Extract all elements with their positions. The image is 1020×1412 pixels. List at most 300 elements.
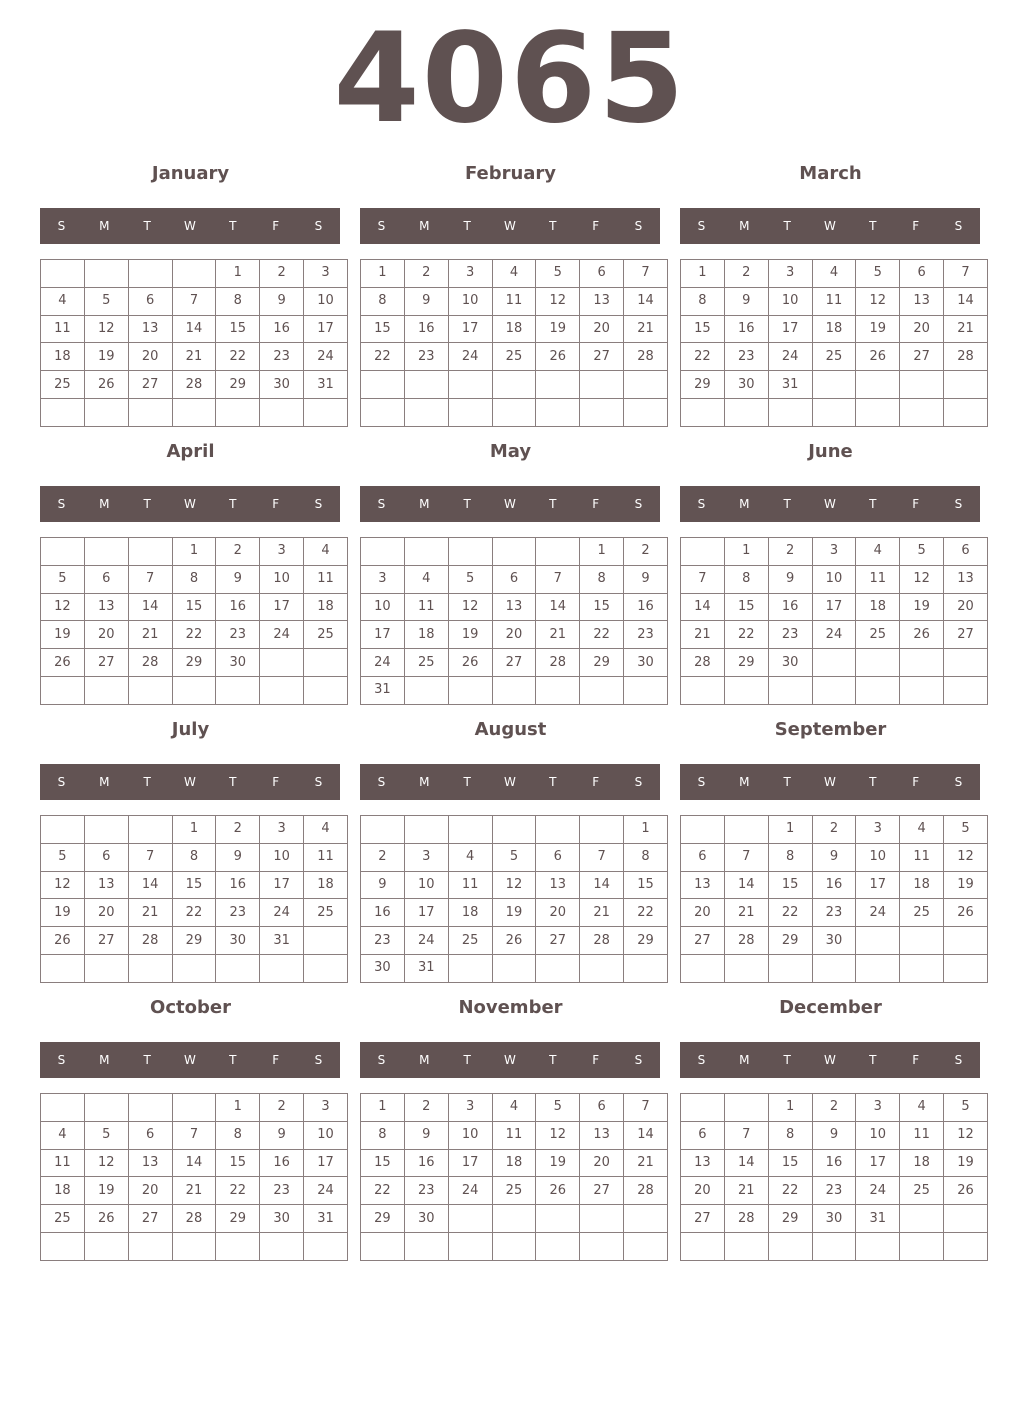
day-cell: 13 bbox=[681, 1149, 725, 1177]
empty-cell bbox=[681, 538, 725, 566]
day-cell: 26 bbox=[536, 343, 580, 371]
week-row bbox=[361, 1094, 668, 1122]
empty-cell bbox=[580, 398, 624, 426]
empty-cell bbox=[768, 676, 812, 704]
day-cell: 27 bbox=[536, 927, 580, 955]
week-row bbox=[361, 954, 668, 982]
day-cell: 2 bbox=[404, 1094, 448, 1122]
week-row bbox=[41, 649, 348, 677]
empty-cell bbox=[944, 676, 988, 704]
day-cell: 4 bbox=[304, 538, 348, 566]
day-cell: 29 bbox=[172, 927, 216, 955]
empty-cell bbox=[812, 649, 856, 677]
day-cell: 2 bbox=[404, 260, 448, 288]
weekday-label: F bbox=[272, 1053, 280, 1067]
empty-cell bbox=[84, 1094, 128, 1122]
day-cell: 16 bbox=[216, 593, 260, 621]
empty-cell bbox=[812, 676, 856, 704]
weekday-label: S bbox=[697, 497, 706, 511]
day-cell: 31 bbox=[260, 927, 304, 955]
empty-cell bbox=[812, 954, 856, 982]
empty-cell bbox=[260, 1232, 304, 1260]
weekday-header bbox=[40, 486, 340, 522]
day-cell: 11 bbox=[812, 287, 856, 315]
weekday-label: W bbox=[504, 219, 516, 233]
day-cell: 22 bbox=[172, 899, 216, 927]
empty-cell bbox=[900, 676, 944, 704]
week-row bbox=[41, 1205, 348, 1233]
week-row bbox=[681, 1149, 988, 1177]
empty-cell bbox=[580, 1232, 624, 1260]
day-cell: 7 bbox=[128, 843, 172, 871]
day-cell: 11 bbox=[41, 315, 85, 343]
day-cell: 4 bbox=[492, 1094, 536, 1122]
weekday-label: S bbox=[57, 219, 66, 233]
week-row bbox=[361, 538, 668, 566]
day-cell: 9 bbox=[404, 1121, 448, 1149]
day-cell: 13 bbox=[681, 871, 725, 899]
day-cell: 8 bbox=[172, 565, 216, 593]
day-cell: 28 bbox=[172, 1205, 216, 1233]
empty-cell bbox=[724, 676, 768, 704]
empty-cell bbox=[492, 1205, 536, 1233]
day-cell: 11 bbox=[492, 287, 536, 315]
empty-cell bbox=[128, 1232, 172, 1260]
day-cell: 20 bbox=[536, 899, 580, 927]
day-cell: 21 bbox=[172, 1177, 216, 1205]
empty-cell bbox=[900, 649, 944, 677]
day-cell: 27 bbox=[580, 1177, 624, 1205]
empty-cell bbox=[536, 1205, 580, 1233]
day-cell: 1 bbox=[216, 260, 260, 288]
empty-cell bbox=[536, 1232, 580, 1260]
day-cell: 16 bbox=[361, 899, 405, 927]
day-cell: 26 bbox=[536, 1177, 580, 1205]
empty-cell bbox=[404, 1232, 448, 1260]
day-cell: 10 bbox=[812, 565, 856, 593]
day-cell: 20 bbox=[84, 621, 128, 649]
week-row bbox=[41, 676, 348, 704]
day-cell: 19 bbox=[84, 343, 128, 371]
day-cell: 17 bbox=[856, 1149, 900, 1177]
day-cell: 15 bbox=[361, 315, 405, 343]
empty-cell bbox=[624, 371, 668, 399]
empty-cell bbox=[128, 676, 172, 704]
empty-cell bbox=[856, 927, 900, 955]
day-cell: 14 bbox=[724, 1149, 768, 1177]
weekday-label: T bbox=[463, 497, 471, 511]
day-cell: 3 bbox=[768, 260, 812, 288]
weekday-label: W bbox=[184, 219, 196, 233]
day-cell: 9 bbox=[768, 565, 812, 593]
empty-cell bbox=[216, 676, 260, 704]
day-cell: 10 bbox=[768, 287, 812, 315]
day-cell: 25 bbox=[856, 621, 900, 649]
day-cell: 30 bbox=[361, 954, 405, 982]
week-row bbox=[681, 343, 988, 371]
day-cell: 22 bbox=[216, 343, 260, 371]
day-cell: 7 bbox=[172, 287, 216, 315]
weekday-header bbox=[680, 486, 980, 522]
day-cell: 23 bbox=[260, 1177, 304, 1205]
week-row bbox=[361, 287, 668, 315]
week-row bbox=[361, 927, 668, 955]
day-cell: 27 bbox=[84, 649, 128, 677]
empty-cell bbox=[724, 1232, 768, 1260]
empty-cell bbox=[856, 398, 900, 426]
day-cell: 12 bbox=[856, 287, 900, 315]
empty-cell bbox=[128, 954, 172, 982]
weekday-label: F bbox=[592, 219, 600, 233]
day-cell: 12 bbox=[448, 593, 492, 621]
week-row bbox=[41, 621, 348, 649]
week-row bbox=[681, 315, 988, 343]
empty-cell bbox=[84, 398, 128, 426]
day-cell: 20 bbox=[681, 1177, 725, 1205]
day-cell: 16 bbox=[624, 593, 668, 621]
day-cell: 13 bbox=[128, 1149, 172, 1177]
week-row bbox=[681, 593, 988, 621]
empty-cell bbox=[944, 1232, 988, 1260]
empty-cell bbox=[84, 260, 128, 288]
weekday-label: M bbox=[99, 219, 110, 233]
week-row bbox=[681, 565, 988, 593]
day-cell: 1 bbox=[768, 1094, 812, 1122]
day-cell: 2 bbox=[768, 538, 812, 566]
day-cell: 1 bbox=[624, 816, 668, 844]
day-cell: 7 bbox=[724, 1121, 768, 1149]
day-cell: 31 bbox=[856, 1205, 900, 1233]
day-cell: 29 bbox=[624, 927, 668, 955]
weekday-label: T bbox=[869, 219, 877, 233]
empty-cell bbox=[260, 676, 304, 704]
day-cell: 1 bbox=[172, 538, 216, 566]
week-row bbox=[361, 593, 668, 621]
empty-cell bbox=[681, 954, 725, 982]
day-cell: 27 bbox=[900, 343, 944, 371]
empty-cell bbox=[448, 1232, 492, 1260]
weekday-label: W bbox=[824, 1053, 836, 1067]
month-name: January bbox=[151, 163, 230, 184]
day-cell: 21 bbox=[724, 899, 768, 927]
week-row bbox=[361, 1177, 668, 1205]
day-cell: 23 bbox=[812, 1177, 856, 1205]
week-row bbox=[361, 1121, 668, 1149]
day-cell: 11 bbox=[900, 1121, 944, 1149]
day-cell: 11 bbox=[900, 843, 944, 871]
day-grid bbox=[40, 537, 348, 705]
week-row bbox=[41, 343, 348, 371]
empty-cell bbox=[580, 1205, 624, 1233]
weekday-label: M bbox=[99, 497, 110, 511]
empty-cell bbox=[580, 954, 624, 982]
week-row bbox=[681, 927, 988, 955]
weekday-label: S bbox=[954, 497, 963, 511]
day-cell: 27 bbox=[128, 371, 172, 399]
day-cell: 14 bbox=[681, 593, 725, 621]
day-cell: 9 bbox=[812, 843, 856, 871]
week-row bbox=[681, 899, 988, 927]
day-cell: 14 bbox=[128, 871, 172, 899]
day-cell: 12 bbox=[944, 843, 988, 871]
day-cell: 26 bbox=[84, 371, 128, 399]
month-name: July bbox=[171, 719, 210, 740]
empty-cell bbox=[856, 954, 900, 982]
empty-cell bbox=[900, 398, 944, 426]
day-cell: 22 bbox=[216, 1177, 260, 1205]
day-cell: 14 bbox=[724, 871, 768, 899]
day-grid bbox=[40, 259, 348, 427]
empty-cell bbox=[448, 1205, 492, 1233]
empty-cell bbox=[900, 1205, 944, 1233]
day-cell: 6 bbox=[900, 260, 944, 288]
day-cell: 5 bbox=[41, 843, 85, 871]
month-name: October bbox=[150, 997, 231, 1018]
day-cell: 10 bbox=[260, 843, 304, 871]
day-cell: 22 bbox=[681, 343, 725, 371]
day-cell: 12 bbox=[41, 593, 85, 621]
day-cell: 18 bbox=[41, 1177, 85, 1205]
day-cell: 8 bbox=[724, 565, 768, 593]
weekday-label: W bbox=[824, 497, 836, 511]
weekday-label: S bbox=[954, 219, 963, 233]
day-cell: 23 bbox=[216, 899, 260, 927]
day-cell: 18 bbox=[404, 621, 448, 649]
day-cell: 12 bbox=[900, 565, 944, 593]
day-cell: 26 bbox=[448, 649, 492, 677]
empty-cell bbox=[260, 398, 304, 426]
weekday-label: M bbox=[739, 497, 750, 511]
day-cell: 19 bbox=[492, 899, 536, 927]
day-cell: 16 bbox=[260, 1149, 304, 1177]
day-cell: 4 bbox=[41, 1121, 85, 1149]
day-cell: 23 bbox=[768, 621, 812, 649]
day-cell: 17 bbox=[304, 1149, 348, 1177]
day-cell: 29 bbox=[681, 371, 725, 399]
day-cell: 13 bbox=[580, 287, 624, 315]
day-cell: 18 bbox=[900, 1149, 944, 1177]
empty-cell bbox=[681, 816, 725, 844]
day-cell: 1 bbox=[361, 260, 405, 288]
empty-cell bbox=[304, 954, 348, 982]
day-cell: 30 bbox=[724, 371, 768, 399]
day-cell: 20 bbox=[944, 593, 988, 621]
day-cell: 9 bbox=[216, 843, 260, 871]
empty-cell bbox=[492, 816, 536, 844]
day-cell: 19 bbox=[41, 899, 85, 927]
empty-cell bbox=[492, 538, 536, 566]
day-cell: 24 bbox=[448, 1177, 492, 1205]
day-cell: 13 bbox=[900, 287, 944, 315]
day-cell: 5 bbox=[84, 287, 128, 315]
day-cell: 28 bbox=[172, 371, 216, 399]
day-cell: 30 bbox=[768, 649, 812, 677]
empty-cell bbox=[404, 398, 448, 426]
day-cell: 19 bbox=[84, 1177, 128, 1205]
day-cell: 21 bbox=[724, 1177, 768, 1205]
day-cell: 18 bbox=[812, 315, 856, 343]
day-cell: 16 bbox=[768, 593, 812, 621]
day-cell: 11 bbox=[404, 593, 448, 621]
empty-cell bbox=[900, 927, 944, 955]
week-row bbox=[361, 1205, 668, 1233]
empty-cell bbox=[304, 398, 348, 426]
weekday-label: T bbox=[549, 219, 557, 233]
weekday-label: S bbox=[697, 219, 706, 233]
day-cell: 9 bbox=[260, 287, 304, 315]
week-row bbox=[681, 1205, 988, 1233]
day-cell: 17 bbox=[361, 621, 405, 649]
day-cell: 25 bbox=[812, 343, 856, 371]
day-cell: 7 bbox=[944, 260, 988, 288]
empty-cell bbox=[128, 398, 172, 426]
weekday-label: T bbox=[143, 775, 151, 789]
weekday-label: M bbox=[99, 1053, 110, 1067]
day-cell: 23 bbox=[812, 899, 856, 927]
day-cell: 3 bbox=[856, 1094, 900, 1122]
day-cell: 5 bbox=[856, 260, 900, 288]
week-row bbox=[681, 538, 988, 566]
day-cell: 2 bbox=[812, 1094, 856, 1122]
day-cell: 12 bbox=[41, 871, 85, 899]
week-row bbox=[41, 1177, 348, 1205]
empty-cell bbox=[944, 398, 988, 426]
day-cell: 14 bbox=[172, 315, 216, 343]
weekday-label: F bbox=[592, 497, 600, 511]
empty-cell bbox=[580, 676, 624, 704]
day-cell: 26 bbox=[856, 343, 900, 371]
day-cell: 23 bbox=[724, 343, 768, 371]
empty-cell bbox=[172, 1094, 216, 1122]
day-cell: 22 bbox=[361, 1177, 405, 1205]
day-cell: 4 bbox=[900, 816, 944, 844]
week-row bbox=[41, 371, 348, 399]
empty-cell bbox=[84, 954, 128, 982]
day-cell: 18 bbox=[304, 871, 348, 899]
day-cell: 10 bbox=[304, 1121, 348, 1149]
week-row bbox=[41, 1121, 348, 1149]
day-cell: 23 bbox=[216, 621, 260, 649]
weekday-label: T bbox=[143, 497, 151, 511]
day-cell: 27 bbox=[944, 621, 988, 649]
day-cell: 3 bbox=[448, 1094, 492, 1122]
day-cell: 27 bbox=[580, 343, 624, 371]
day-cell: 28 bbox=[944, 343, 988, 371]
weekday-label: T bbox=[229, 1053, 237, 1067]
day-cell: 2 bbox=[624, 538, 668, 566]
day-cell: 19 bbox=[536, 315, 580, 343]
weekday-header bbox=[360, 1042, 660, 1078]
day-cell: 16 bbox=[404, 315, 448, 343]
day-cell: 10 bbox=[304, 287, 348, 315]
weekday-header bbox=[680, 208, 980, 244]
weekday-header bbox=[40, 1042, 340, 1078]
week-row bbox=[361, 371, 668, 399]
day-cell: 31 bbox=[304, 1205, 348, 1233]
week-row bbox=[681, 676, 988, 704]
empty-cell bbox=[448, 954, 492, 982]
empty-cell bbox=[624, 676, 668, 704]
day-cell: 11 bbox=[492, 1121, 536, 1149]
day-cell: 13 bbox=[84, 871, 128, 899]
day-cell: 4 bbox=[900, 1094, 944, 1122]
day-cell: 23 bbox=[260, 343, 304, 371]
weekday-label: S bbox=[634, 1053, 643, 1067]
week-row bbox=[361, 871, 668, 899]
day-cell: 10 bbox=[260, 565, 304, 593]
day-cell: 1 bbox=[681, 260, 725, 288]
day-cell: 13 bbox=[492, 593, 536, 621]
weekday-label: W bbox=[824, 775, 836, 789]
day-cell: 7 bbox=[536, 565, 580, 593]
day-cell: 21 bbox=[944, 315, 988, 343]
day-grid bbox=[680, 259, 988, 427]
day-cell: 3 bbox=[260, 816, 304, 844]
empty-cell bbox=[304, 927, 348, 955]
day-cell: 28 bbox=[128, 927, 172, 955]
day-cell: 24 bbox=[404, 927, 448, 955]
weekday-label: S bbox=[314, 497, 323, 511]
day-cell: 29 bbox=[768, 927, 812, 955]
empty-cell bbox=[404, 816, 448, 844]
day-cell: 2 bbox=[260, 1094, 304, 1122]
weekday-label: W bbox=[504, 1053, 516, 1067]
day-cell: 14 bbox=[624, 1121, 668, 1149]
week-row bbox=[681, 954, 988, 982]
day-cell: 22 bbox=[172, 621, 216, 649]
weekday-label: T bbox=[549, 775, 557, 789]
day-cell: 24 bbox=[856, 1177, 900, 1205]
day-cell: 30 bbox=[216, 927, 260, 955]
day-cell: 18 bbox=[900, 871, 944, 899]
day-cell: 13 bbox=[580, 1121, 624, 1149]
day-cell: 15 bbox=[216, 315, 260, 343]
day-cell: 1 bbox=[580, 538, 624, 566]
weekday-label: S bbox=[57, 775, 66, 789]
day-cell: 2 bbox=[216, 538, 260, 566]
day-cell: 28 bbox=[681, 649, 725, 677]
day-cell: 24 bbox=[812, 621, 856, 649]
day-cell: 11 bbox=[41, 1149, 85, 1177]
week-row bbox=[681, 649, 988, 677]
day-cell: 22 bbox=[724, 621, 768, 649]
empty-cell bbox=[580, 816, 624, 844]
day-cell: 31 bbox=[768, 371, 812, 399]
empty-cell bbox=[404, 538, 448, 566]
week-row bbox=[41, 843, 348, 871]
month-name: March bbox=[799, 163, 862, 184]
week-row bbox=[681, 843, 988, 871]
day-cell: 25 bbox=[41, 371, 85, 399]
weekday-label: T bbox=[869, 497, 877, 511]
day-cell: 26 bbox=[944, 1177, 988, 1205]
day-cell: 25 bbox=[492, 343, 536, 371]
day-cell: 5 bbox=[944, 816, 988, 844]
day-cell: 19 bbox=[944, 871, 988, 899]
day-cell: 28 bbox=[624, 343, 668, 371]
day-cell: 31 bbox=[304, 371, 348, 399]
day-cell: 30 bbox=[624, 649, 668, 677]
weekday-header bbox=[360, 208, 660, 244]
day-cell: 14 bbox=[172, 1149, 216, 1177]
day-cell: 18 bbox=[492, 1149, 536, 1177]
day-cell: 28 bbox=[724, 927, 768, 955]
day-grid bbox=[40, 815, 348, 983]
weekday-header bbox=[360, 764, 660, 800]
day-cell: 22 bbox=[768, 899, 812, 927]
day-cell: 12 bbox=[944, 1121, 988, 1149]
day-cell: 15 bbox=[216, 1149, 260, 1177]
